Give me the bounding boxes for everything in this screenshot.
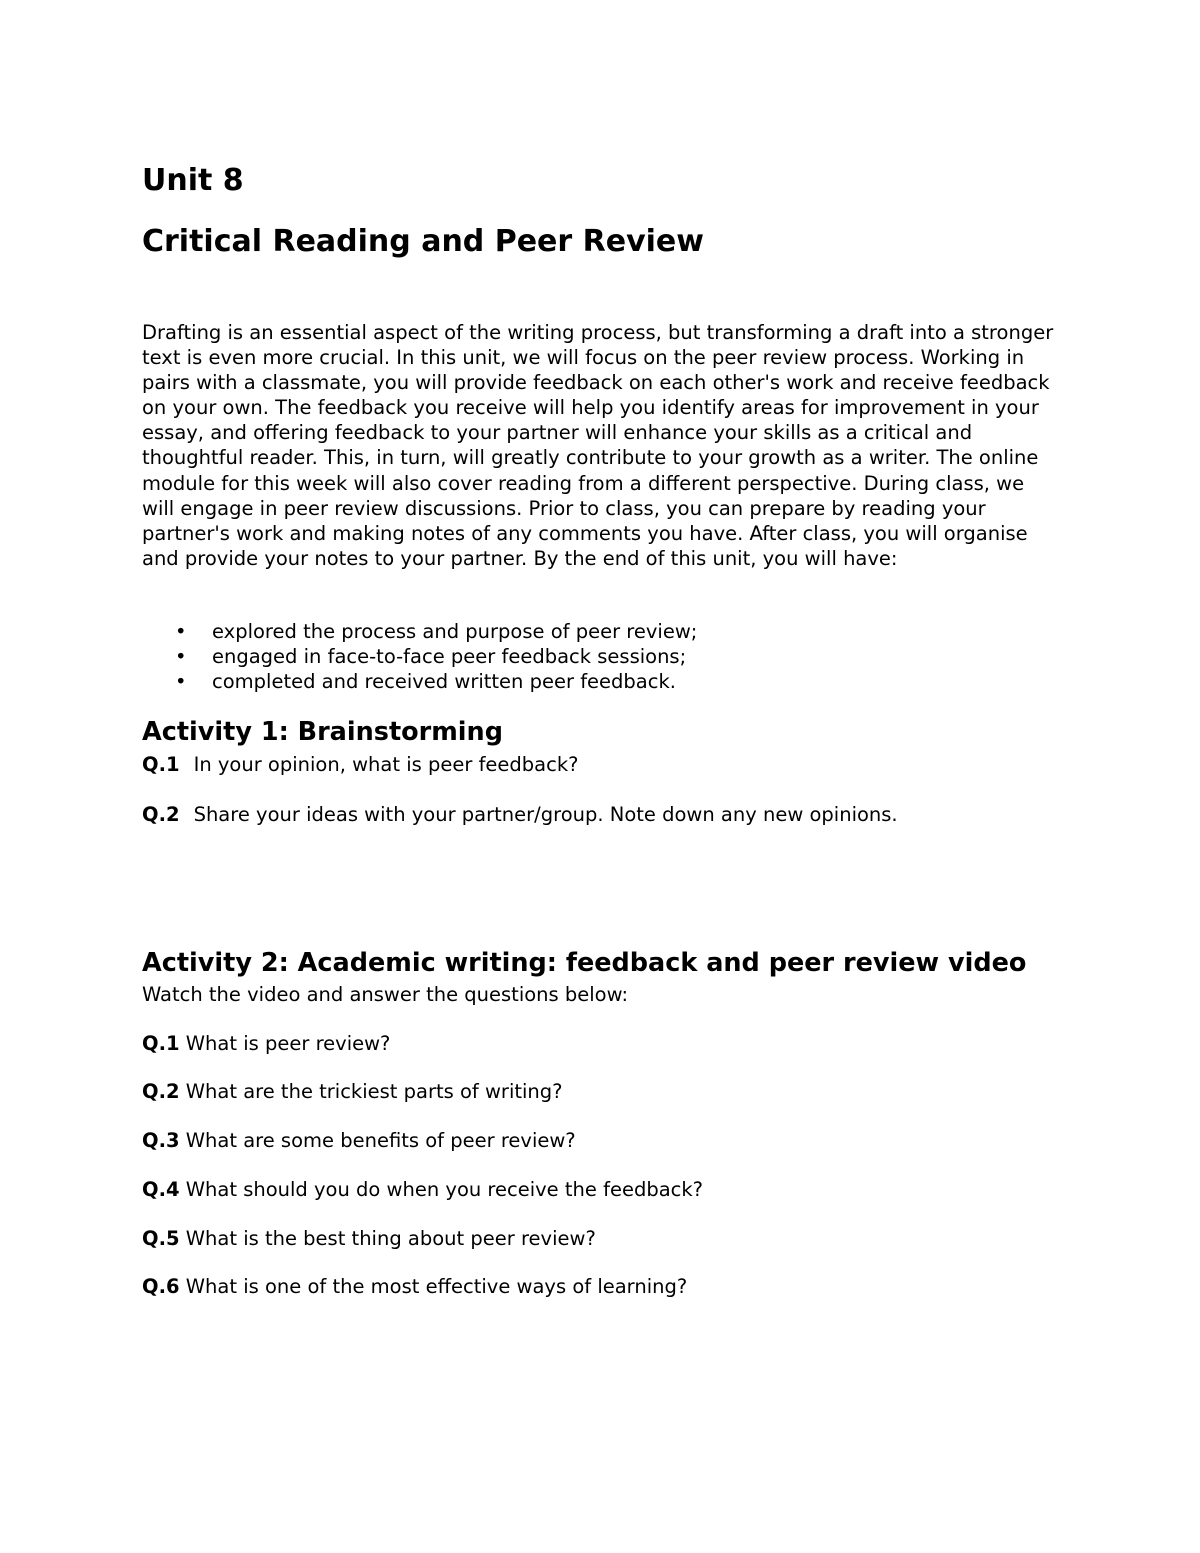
bullet-icon: •	[175, 644, 187, 668]
question-text: What are the trickiest parts of writing?	[185, 1080, 563, 1103]
activity-1-question-2	[142, 803, 898, 827]
activity-1-heading: Activity 1: Brainstorming	[142, 717, 503, 747]
activity-2-question-6	[142, 1275, 687, 1299]
question-text: In your opinion, what is peer feedback?	[193, 753, 579, 776]
question-label: Q.1	[142, 753, 180, 776]
list-item	[142, 670, 697, 695]
question-text: What is the best thing about peer review?	[185, 1227, 596, 1250]
unit-number: Unit 8	[142, 163, 244, 198]
question-text: What is one of the most effective ways of learning?	[185, 1275, 688, 1298]
list-item	[142, 645, 697, 670]
activity-2-question-5	[142, 1227, 596, 1251]
activity-2-question-3	[142, 1129, 576, 1153]
activity-2-question-2	[142, 1080, 563, 1104]
page-title: Critical Reading and Peer Review	[142, 224, 704, 259]
list-item-text: completed and received written peer feedback.	[212, 669, 676, 693]
list-item-text: engaged in face-to-face peer feedback sessions;	[212, 644, 687, 668]
question-label: Q.3	[142, 1129, 180, 1152]
bullet-icon: •	[175, 620, 187, 643]
question-label: Q.5	[142, 1227, 180, 1250]
question-label: Q.2	[142, 803, 180, 826]
activity-2-question-1	[142, 1032, 390, 1056]
question-label: Q.4	[142, 1178, 180, 1201]
question-label: Q.1	[142, 1032, 180, 1055]
learning-outcomes-list	[142, 620, 697, 694]
intro-paragraph: Drafting is an essential aspect of the writing process, but transforming a draft into a stronger text is even more crucial. In this unit, we will focus on the peer review process. Working in pairs with a classmate, you will provide feedback on each other's work and receive feedback on your own. The feedback you receive will help you identify areas for improvement in your essay, and offering feedback to your partner will enhance your skills as a critical and thoughtful reader. This, in turn, will greatly contribute to your growth as a writer. The online module for this week will also cover reading from a different perspective. During class, we will engage in peer review discussions. Prior to class, you can prepare by reading your partner's work and making notes of any comments you have. After class, you will organise and provide your notes to your partner. By the end of this unit, you will have:	[142, 321, 1054, 570]
bullet-icon: •	[175, 669, 187, 693]
activity-2-question-4	[142, 1178, 703, 1202]
list-item-text: explored the process and purpose of peer review;	[212, 620, 698, 643]
question-text: What should you do when you receive the feedback?	[185, 1178, 704, 1201]
activity-2-heading: Activity 2: Academic writing: feedback and peer review video	[142, 948, 1027, 978]
question-text: What is peer review?	[185, 1032, 391, 1055]
question-label: Q.6	[142, 1275, 180, 1298]
question-text: What are some benefits of peer review?	[185, 1129, 576, 1152]
list-item	[142, 620, 697, 645]
question-text: Share your ideas with your partner/group. Note down any new opinions.	[193, 803, 898, 826]
activity-1-question-1	[142, 753, 579, 777]
question-label: Q.2	[142, 1080, 180, 1103]
activity-2-instructions: Watch the video and answer the questions below:	[142, 983, 629, 1006]
